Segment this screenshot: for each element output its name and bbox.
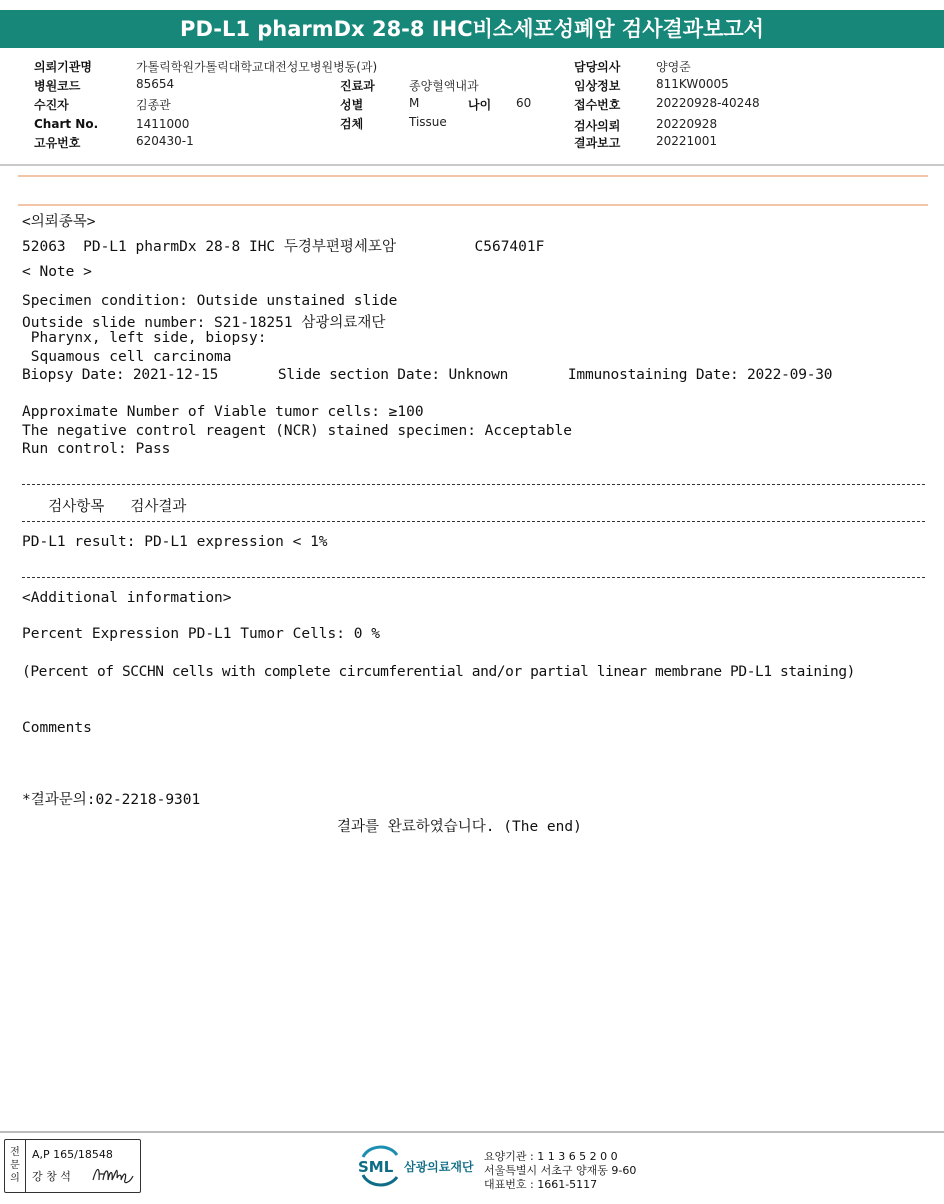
receipt-label: 접수번호 [574, 98, 621, 112]
outside-slide: Outside slide number: S21-18251 삼광의료재단 [22, 315, 386, 331]
order-heading: <의뢰종목> [22, 214, 96, 230]
test-items-header: 검사항목 검사결과 [22, 499, 187, 515]
req-org-label: 의뢰기관명 [34, 60, 92, 74]
chart-label: Chart No. [34, 117, 99, 131]
age-label: 나이 [468, 98, 492, 112]
clinical-value: 811KW0005 [656, 77, 729, 91]
end-line: 결과를 완료하였습니다. (The end) [337, 819, 582, 835]
specialist-stamp [4, 1139, 141, 1193]
inquiry-line: *결과문의:02-2218-9301 [22, 792, 201, 808]
unique-value: 620430-1 [136, 134, 194, 148]
pharynx-line: Pharynx, left side, biopsy: [22, 330, 267, 346]
unique-label: 고유번호 [34, 136, 81, 150]
doctor-value: 양영준 [656, 60, 691, 74]
orange-divider-bottom [18, 204, 928, 206]
req-org-value: 가톨릭학원가톨릭대학교대전성모병원병동(과) [136, 60, 378, 74]
signature-icon [91, 1162, 135, 1186]
stamp-side-char: 문 [10, 1160, 20, 1171]
sml-logo [357, 1145, 403, 1191]
viable-cells: Approximate Number of Viable tumor cells: ≥100 [22, 404, 424, 420]
run-control: Run control: Pass [22, 441, 171, 457]
logo-text: 삼광의료재단 [404, 1160, 474, 1174]
test-req-value: 20220928 [656, 117, 718, 131]
dept-value: 종양혈액내과 [409, 79, 479, 93]
report-title: PD-L1 pharmDx 28-8 IHC비소세포성폐암 검사결과보고서 [0, 10, 944, 48]
dashed-divider [22, 577, 925, 578]
specimen-label: 검체 [340, 117, 364, 131]
patient-label: 수진자 [34, 98, 69, 112]
stamp-ap-number: A,P 165/18548 [32, 1148, 113, 1161]
dashed-divider [22, 521, 925, 522]
result-report-label: 결과보고 [574, 136, 621, 150]
clinical-label: 임상정보 [574, 79, 621, 93]
percent-line: Percent Expression PD-L1 Tumor Cells: 0 % [22, 626, 380, 642]
orange-divider-top [18, 175, 928, 177]
hosp-code-value: 85654 [136, 77, 175, 91]
result-report-value: 20221001 [656, 134, 718, 148]
specimen-condition: Specimen condition: Outside unstained slide [22, 293, 398, 309]
header-divider [0, 164, 944, 166]
footer-divider [0, 1131, 944, 1133]
stamp-name: 강 창 석 [32, 1170, 71, 1183]
order-line: 52063 PD-L1 pharmDx 28-8 IHC 두경부편평세포암 C567401F [22, 239, 545, 255]
chart-value: 1411000 [136, 117, 190, 131]
comments-label: Comments [22, 720, 92, 736]
care-org-number: 요양기관 : 1 1 3 6 5 2 0 0 [484, 1150, 618, 1163]
sex-value: M [409, 96, 420, 110]
diagnosis-line: Squamous cell carcinoma [22, 349, 232, 365]
percent-description: (Percent of SCCHN cells with complete circumferential and/or partial linear membrane PD-L1 staining) [22, 664, 855, 680]
dept-label: 진료과 [340, 79, 375, 93]
hosp-code-label: 병원코드 [34, 79, 81, 93]
dates-line: Biopsy Date: 2021-12-15 Slide section Date: Unknown Immunostaining Date: 2022-09-30 [22, 367, 833, 383]
dashed-divider [22, 484, 925, 485]
additional-heading: <Additional information> [22, 590, 232, 606]
age-value: 60 [516, 96, 532, 110]
sml-logo-icon [357, 1145, 403, 1187]
sex-label: 성별 [340, 98, 364, 112]
patient-value: 김종관 [136, 98, 171, 112]
result-line: PD-L1 result: PD-L1 expression < 1% [22, 534, 328, 550]
stamp-side-char: 전 [10, 1147, 20, 1158]
test-req-label: 검사의뢰 [574, 119, 621, 133]
doctor-label: 담당의사 [574, 60, 621, 74]
specimen-value: Tissue [409, 115, 447, 129]
address: 서울특별시 서초구 양재동 9-60 [484, 1164, 637, 1177]
receipt-value: 20220928-40248 [656, 96, 760, 110]
report-header [0, 56, 944, 162]
phone: 대표번호 : 1661-5117 [484, 1178, 598, 1191]
ncr-line: The negative control reagent (NCR) stained specimen: Acceptable [22, 423, 572, 439]
stamp-side-label [5, 1140, 26, 1192]
stamp-side-char: 의 [10, 1173, 20, 1184]
note-heading: < Note > [22, 264, 92, 280]
logo-mark: SML [358, 1158, 394, 1176]
